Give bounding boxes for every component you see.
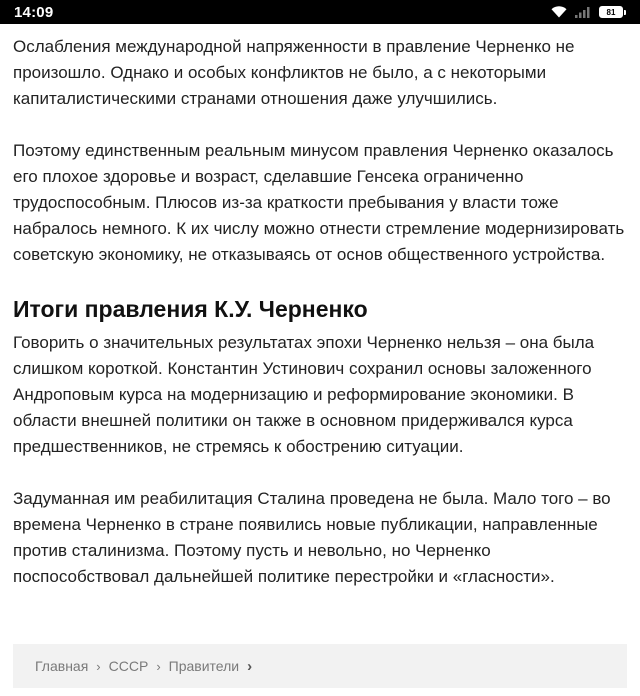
breadcrumb-rulers-link[interactable]: Правители xyxy=(168,658,240,674)
battery-icon xyxy=(599,6,626,18)
article-paragraph: Задуманная им реабилитация Сталина проведена не была. Мало того – во времена Черненко в стране появились новые публикации, направленные против сталинизма. Поэтому пусть и невольно, но Черненко поспособствовал дальнейшей политике перестройки и «гласности». xyxy=(13,489,611,586)
breadcrumb xyxy=(13,644,627,688)
wifi-icon xyxy=(551,6,567,18)
article-content xyxy=(13,34,631,616)
article-paragraph: Говорить о значительных результатах эпохи Черненко нельзя – она была слишком короткой. Константин Устинович сохранил основы заложенного Андроповым курса на модернизацию и реформирование экономики. В области внешней политики он также в основном придерживался курса предшественников, не стремясь к обострению ситуации. xyxy=(13,333,595,456)
status-icons xyxy=(551,6,626,18)
article-paragraph: Ослабления международной напряженности в правление Черненко не произошло. Однако и особых конфликтов не было, а с некоторыми капиталистическими странами отношения даже улучшились. xyxy=(13,37,575,108)
chevron-right-icon[interactable]: › xyxy=(247,657,253,675)
chevron-right-icon: › xyxy=(96,658,101,674)
status-time: 14:09 xyxy=(14,3,54,21)
chevron-right-icon: › xyxy=(156,658,161,674)
status-bar xyxy=(0,0,640,24)
section-heading: Итоги правления К.У. Черненко xyxy=(13,296,368,322)
signal-icon xyxy=(575,6,591,18)
breadcrumb-ussr-link[interactable]: СССР xyxy=(108,658,149,674)
breadcrumb-home-link[interactable]: Главная xyxy=(35,658,89,674)
article-paragraph: Поэтому единственным реальным минусом правления Черненко оказалось его плохое здоровье и возраст, сделавшие Генсека ограниченно трудоспособным. Плюсов из-за краткости пребывания у власти тоже набралось немного. К их числу можно отнести стремление модернизировать советскую экономику, не отказываясь от основ общественного устройства. xyxy=(13,141,625,264)
battery-level: 81 xyxy=(599,6,623,18)
